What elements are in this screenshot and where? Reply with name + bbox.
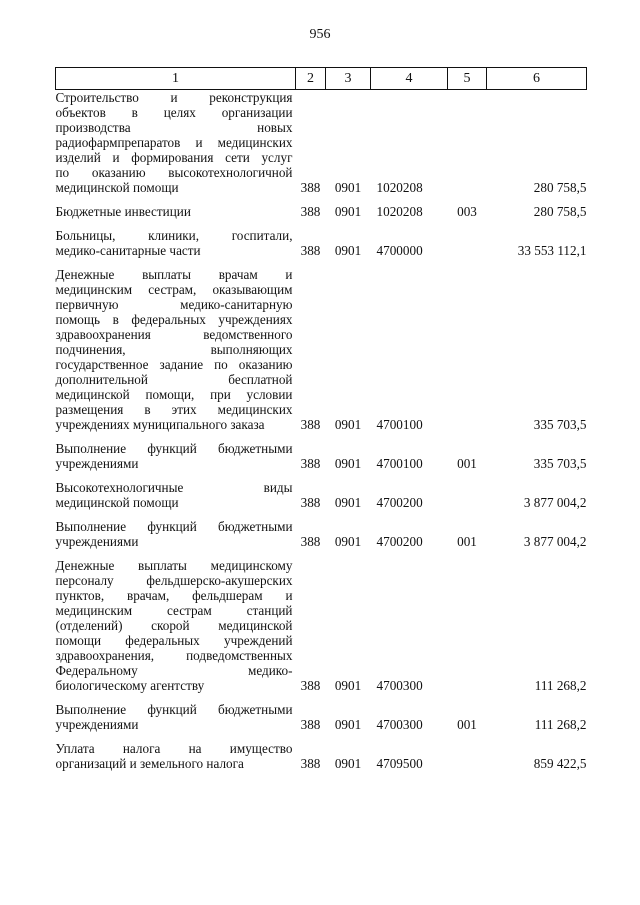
row-code-expense-type — [448, 558, 487, 693]
row-name-line: биологическому агентству — [55, 678, 205, 693]
row-name-line: радиофармпрепаратов и медицинских — [55, 135, 293, 150]
table-row — [56, 90, 587, 196]
row-name-line: учреждениях муниципального заказа — [55, 417, 265, 432]
table-row — [56, 267, 587, 432]
row-code-expense-type — [448, 267, 487, 432]
table-row — [56, 204, 587, 219]
row-code-section: 0901 — [334, 417, 362, 432]
row-code-section: 0901 — [334, 243, 362, 258]
row-code-section: 0901 — [334, 534, 362, 549]
row-code-chapter: 388 — [300, 180, 321, 195]
column-header-1: 1 — [56, 68, 296, 90]
row-name-line: организаций и земельного налога — [55, 756, 244, 771]
row-name-line: первичную медико-санитарную — [55, 297, 293, 312]
row-name-line: Бюджетные инвестиции — [55, 204, 191, 219]
row-code-chapter: 388 — [300, 717, 321, 732]
row-name-line: помощи федеральных учреждений — [55, 633, 293, 648]
table-body — [56, 90, 587, 772]
column-header-4: 4 — [371, 68, 448, 90]
row-name-line: Высокотехнологичные виды — [55, 480, 293, 495]
row-name-line: (отделений) скорой медицинской — [55, 618, 293, 633]
row-code-target: 4700200 — [376, 495, 423, 510]
row-name-line: изделий и формирования сети услуг — [55, 150, 293, 165]
row-name-line: учреждениями — [55, 534, 139, 549]
row-code-chapter: 388 — [300, 495, 321, 510]
row-name-line: дополнительной бесплатной — [55, 372, 293, 387]
row-name — [56, 441, 296, 471]
row-code-expense-type: 001 — [457, 534, 477, 549]
row-name-line: медицинской помощи, при условии — [55, 387, 293, 402]
row-amount: 3 877 004,2 — [523, 534, 587, 549]
row-code-target: 4700100 — [376, 417, 423, 432]
column-header-6: 6 — [487, 68, 587, 90]
row-name-line: учреждениями — [55, 456, 139, 471]
table-row — [56, 702, 587, 732]
row-spacer — [56, 510, 587, 519]
row-code-section: 0901 — [334, 180, 362, 195]
row-code-target: 4709500 — [376, 756, 423, 771]
row-code-target: 1020208 — [376, 204, 423, 219]
row-name-line: Выполнение функций бюджетными — [55, 441, 293, 456]
row-code-section: 0901 — [334, 495, 362, 510]
row-code-target: 4700000 — [376, 243, 423, 258]
row-code-section: 0901 — [334, 717, 362, 732]
row-name — [56, 90, 296, 196]
row-name-line: медицинским сестрам, оказывающим — [55, 282, 293, 297]
row-name-line: Строительство и реконструкция — [55, 90, 293, 105]
row-code-expense-type: 003 — [457, 204, 477, 219]
row-spacer — [56, 471, 587, 480]
row-code-chapter: 388 — [300, 243, 321, 258]
row-name-line: пунктов, врачам, фельдшерам и — [55, 588, 293, 603]
row-amount: 335 703,5 — [533, 456, 587, 471]
row-name-line: медицинской помощи — [55, 495, 179, 510]
row-name-line: Выполнение функций бюджетными — [55, 519, 293, 534]
row-amount: 859 422,5 — [533, 756, 587, 771]
row-spacer — [56, 732, 587, 741]
row-amount: 111 268,2 — [534, 678, 587, 693]
row-name-line: медико-санитарные части — [55, 243, 201, 258]
row-spacer — [56, 432, 587, 441]
row-code-expense-type — [448, 228, 487, 258]
row-amount: 33 553 112,1 — [517, 243, 587, 258]
row-name-line: медицинским сестрам станций — [55, 603, 293, 618]
row-name-line: учреждениями — [55, 717, 139, 732]
table-header-row — [56, 68, 587, 90]
column-header-5: 5 — [448, 68, 487, 90]
row-name-line: медицинской помощи — [55, 180, 179, 195]
row-amount: 335 703,5 — [533, 417, 587, 432]
row-code-chapter: 388 — [300, 417, 321, 432]
row-name-line: Выполнение функций бюджетными — [55, 702, 293, 717]
table-row — [56, 480, 587, 510]
row-amount: 280 758,5 — [533, 180, 587, 195]
row-name-line: Денежные выплаты медицинскому — [55, 558, 293, 573]
row-amount: 3 877 004,2 — [523, 495, 587, 510]
row-name-line: Больницы, клиники, госпитали, — [55, 228, 293, 243]
row-code-expense-type — [448, 90, 487, 196]
row-code-section: 0901 — [334, 756, 362, 771]
row-name-line: подчинения, выполняющих — [55, 342, 293, 357]
row-code-expense-type: 001 — [457, 456, 477, 471]
row-name-line: Денежные выплаты врачам и — [55, 267, 293, 282]
row-name — [56, 228, 296, 258]
row-name-line: помощь в федеральных учреждениях — [55, 312, 293, 327]
column-header-2: 2 — [296, 68, 326, 90]
row-name — [56, 267, 296, 432]
row-name-line: Федеральному медико- — [55, 663, 293, 678]
row-code-chapter: 388 — [300, 678, 321, 693]
row-name-line: государственное задание по оказанию — [55, 357, 293, 372]
table-row — [56, 441, 587, 471]
row-name-line: производства новых — [55, 120, 293, 135]
row-name-line: Уплата налога на имущество — [55, 741, 293, 756]
row-spacer — [56, 258, 587, 267]
row-spacer — [56, 693, 587, 702]
row-code-target: 4700300 — [376, 678, 423, 693]
row-code-expense-type: 001 — [457, 717, 477, 732]
row-code-target: 1020208 — [376, 180, 423, 195]
row-name-line: здравоохранения ведомственного — [55, 327, 293, 342]
row-code-chapter: 388 — [300, 756, 321, 771]
table-row — [56, 228, 587, 258]
budget-table — [55, 67, 587, 771]
row-name — [56, 558, 296, 693]
row-amount: 111 268,2 — [534, 717, 587, 732]
row-spacer — [56, 219, 587, 228]
row-spacer — [56, 195, 587, 204]
row-amount: 280 758,5 — [533, 204, 587, 219]
row-name-line: размещения в этих медицинских — [55, 402, 293, 417]
row-code-target: 4700300 — [376, 717, 423, 732]
row-name — [56, 741, 296, 771]
row-code-section: 0901 — [334, 678, 362, 693]
row-name-line: объектов в целях организации — [55, 105, 293, 120]
row-name-line: персоналу фельдшерско-акушерских — [55, 573, 293, 588]
row-code-section: 0901 — [334, 204, 362, 219]
row-name — [56, 204, 296, 219]
row-code-section: 0901 — [334, 456, 362, 471]
row-code-chapter: 388 — [300, 534, 321, 549]
row-code-chapter: 388 — [300, 204, 321, 219]
row-code-expense-type — [448, 480, 487, 510]
row-code-target: 4700200 — [376, 534, 423, 549]
row-code-chapter: 388 — [300, 456, 321, 471]
row-code-target: 4700100 — [376, 456, 423, 471]
column-header-3: 3 — [326, 68, 371, 90]
table-row — [56, 741, 587, 771]
row-name — [56, 702, 296, 732]
row-name — [56, 480, 296, 510]
row-name-line: здравоохранения, подведомственных — [55, 648, 293, 663]
page-number: 956 — [309, 27, 331, 42]
row-spacer — [56, 549, 587, 558]
table-row — [56, 558, 587, 693]
row-code-expense-type — [448, 741, 487, 771]
row-name — [56, 519, 296, 549]
table-row — [56, 519, 587, 549]
row-name-line: по оказанию высокотехнологичной — [55, 165, 293, 180]
